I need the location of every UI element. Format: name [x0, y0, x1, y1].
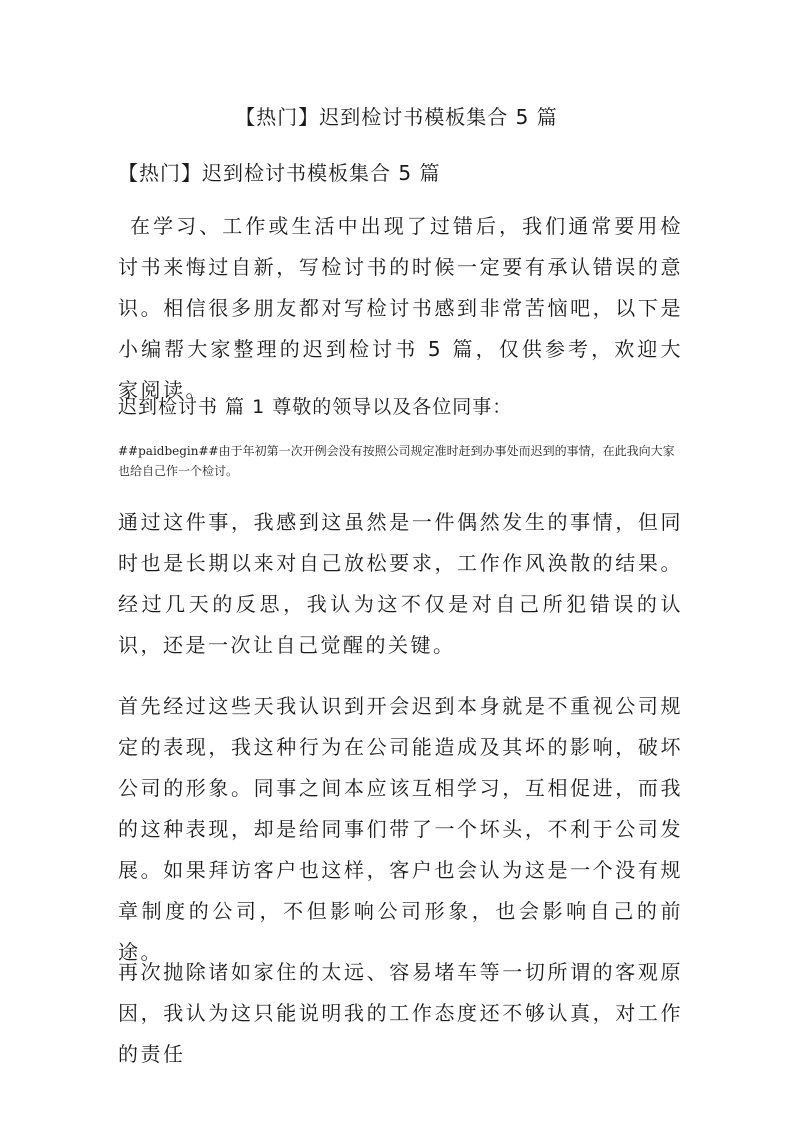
body-paragraph-2: 首先经过这些天我认识到开会迟到本身就是不重视公司规定的表现，我这种行为在公司能造成及其坏的影响，破坏公司的形象。同事之间本应该互相学习，互相促进，而我的这种表现，却是给同事们带了一个坏头，不利于公司发展。如果拜访客户也这样，客户也会认为这是一个没有规章制度的公司，不但影响公司形象，也会影响自己的前途。 [118, 694, 683, 964]
body-paragraph-1: 通过这件事，我感到这虽然是一件偶然发生的事情，但同时也是长期以来对自己放松要求，工作作风涣散的结果。经过几天的反思，我认为这不仅是对自己所犯错误的认识，还是一次让自己觉醒的关键。 [118, 510, 683, 657]
document-title: 【热门】迟到检讨书模板集合 5 篇 [235, 105, 558, 129]
section-heading: 迟到检讨书 篇 1 尊敬的领导以及各位同事： [118, 396, 513, 418]
document-subtitle: 【热门】迟到检讨书模板集合 5 篇 [118, 161, 441, 185]
body-paragraph-3: 再次抛除诸如家住的太远、容易堵车等一切所谓的客观原因，我认为这只能说明我的工作态度还不够认真，对工作的责任 [118, 960, 683, 1066]
small-note: ##paidbegin##由于年初第一次开例会没有按照公司规定准时赶到办事处而迟到的事情，在此我向大家也给自己作一个检讨。 [118, 444, 675, 478]
intro-paragraph: 在学习、工作或生活中出现了过错后，我们通常要用检讨书来悔过自新，写检讨书的时候一定要有承认错误的意识。相信很多朋友都对写检讨书感到非常苦恼吧，以下是小编帮大家整理的迟到检讨书 5 篇，仅供参考，欢迎大家阅读。 [118, 214, 683, 402]
